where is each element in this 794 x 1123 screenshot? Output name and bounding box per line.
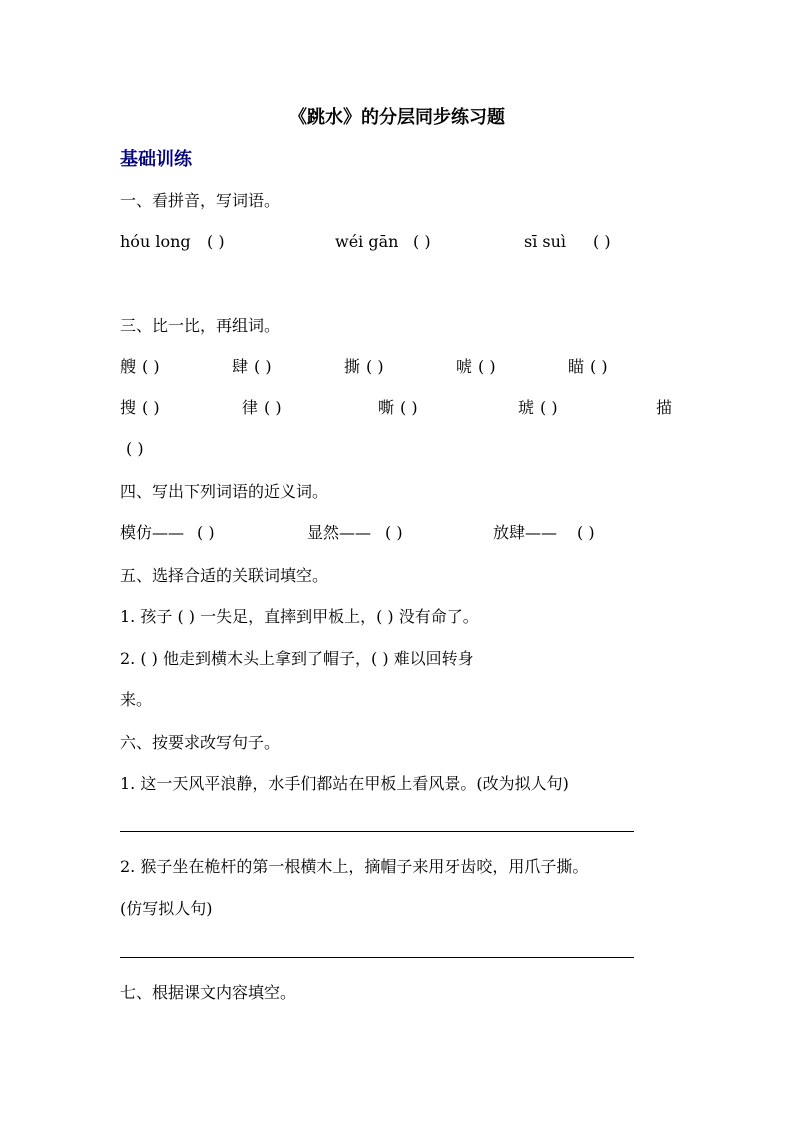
q3-blank-4: ( ) <box>478 357 496 376</box>
q1-heading: 一、看拼音，写词语。 <box>120 191 281 210</box>
q4-word-1: 模仿—— <box>120 523 185 542</box>
q3-char-9: 琥 <box>518 398 535 417</box>
q3-char-7: 律 <box>242 398 259 417</box>
q3-heading: 三、比一比，再组词。 <box>120 316 281 335</box>
q3-char-2: 肆 <box>232 357 249 376</box>
q6-sentence-1: 1. 这一天风平浪静，水手们都站在甲板上看风景。(改为拟人句) <box>120 774 569 793</box>
q3-blank-8: ( ) <box>400 398 418 417</box>
q3-char-1: 艘 <box>120 357 137 376</box>
q6-heading: 六、按要求改写句子。 <box>120 733 281 752</box>
q4-word-3: 放肆—— <box>493 523 558 542</box>
q4-blank-3: ( ) <box>577 523 595 542</box>
q3-char-3: 撕 <box>344 357 361 376</box>
q5-heading: 五、选择合适的关联词填空。 <box>120 566 329 585</box>
q3-blank-9: ( ) <box>540 398 558 417</box>
q3-char-8: 嘶 <box>378 398 395 417</box>
q4-blank-2: ( ) <box>385 523 403 542</box>
q3-blank-6: ( ) <box>142 398 160 417</box>
q7-heading: 七、根据课文内容填空。 <box>120 983 297 1002</box>
page-title: 《跳水》的分层同步练习题 <box>289 107 505 128</box>
q5-sentence-2-continued: 来。 <box>120 690 153 709</box>
q3-char-10: 描 <box>656 398 673 417</box>
q6-answer-line-2[interactable] <box>120 957 634 958</box>
q3-blank-1: ( ) <box>142 357 160 376</box>
q3-blank-2: ( ) <box>254 357 272 376</box>
q4-word-2: 显然—— <box>307 523 372 542</box>
q3-blank-3: ( ) <box>366 357 384 376</box>
q1-blank-1: ( ) <box>207 232 225 251</box>
q3-blank-5: ( ) <box>590 357 608 376</box>
q4-heading: 四、写出下列词语的近义词。 <box>120 482 329 501</box>
q3-char-4: 唬 <box>456 357 473 376</box>
q6-answer-line-1[interactable] <box>120 831 634 832</box>
q1-blank-2: ( ) <box>413 232 431 251</box>
q3-blank-7: ( ) <box>264 398 282 417</box>
q6-sentence-2: 2. 猴子坐在桅杆的第一根横木上，摘帽子来用牙齿咬，用爪子撕。 <box>120 857 589 876</box>
q4-blank-1: ( ) <box>197 523 215 542</box>
q1-pinyin-1: hóu long <box>120 232 191 251</box>
q1-pinyin-2: wéi gān <box>335 232 399 251</box>
q6-sentence-2-continued: (仿写拟人句) <box>120 899 213 918</box>
q3-char-5: 瞄 <box>568 357 585 376</box>
q3-char-6: 搜 <box>120 398 137 417</box>
section-label: 基础训练 <box>120 149 192 170</box>
q3-blank-10: ( ) <box>126 439 144 458</box>
q5-sentence-2: 2. ( ) 他走到横木头上拿到了帽子，( ) 难以回转身 <box>120 649 474 668</box>
q5-sentence-1: 1. 孩子 ( ) 一失足，直摔到甲板上，( ) 没有命了。 <box>120 607 479 626</box>
q1-blank-3: ( ) <box>593 232 611 251</box>
q1-pinyin-3: sī suì <box>524 232 567 251</box>
